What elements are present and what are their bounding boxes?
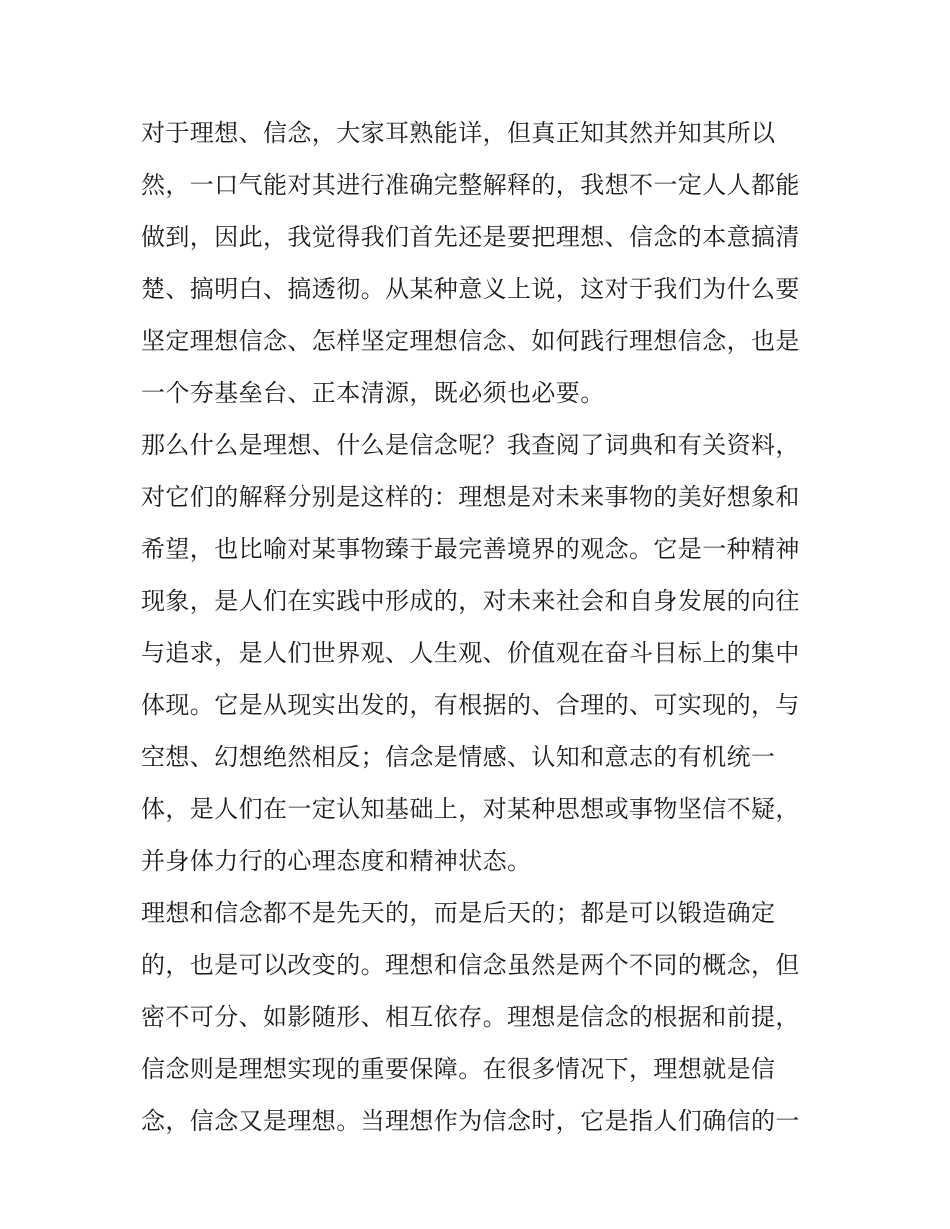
text-line: 坚定理想信念、怎样坚定理想信念、如何践行理想信念，也是 <box>141 327 800 355</box>
text-line: 希望，也比喻对某事物臻于最完善境界的观念。它是一种精神 <box>141 535 800 563</box>
text-line: 做到，因此，我觉得我们首先还是要把理想、信念的本意搞清 <box>141 223 800 251</box>
text-line: 一个夯基垒台、正本清源，既必须也必要。 <box>141 379 605 407</box>
text-line: 理想和信念都不是先天的，而是后天的；都是可以锻造确定 <box>141 899 776 927</box>
text-line: 然，一口气能对其进行准确完整解释的，我想不一定人人都能 <box>141 171 800 199</box>
text-line: 念，信念又是理想。当理想作为信念时，它是指人们确信的一 <box>141 1107 800 1135</box>
text-line: 现象，是人们在实践中形成的，对未来社会和自身发展的向往 <box>141 587 800 615</box>
document-body <box>141 107 821 1147</box>
text-line: 对于理想、信念，大家耳熟能详，但真正知其然并知其所以 <box>141 119 776 147</box>
text-line: 的，也是可以改变的。理想和信念虽然是两个不同的概念，但 <box>141 951 800 979</box>
text-line: 信念则是理想实现的重要保障。在很多情况下，理想就是信 <box>141 1055 776 1083</box>
text-line: 空想、幻想绝然相反；信念是情感、认知和意志的有机统一 <box>141 743 776 771</box>
text-line: 楚、搞明白、搞透彻。从某种意义上说，这对于我们为什么要 <box>141 275 800 303</box>
text-line: 体，是人们在一定认知基础上，对某种思想或事物坚信不疑， <box>141 795 800 823</box>
text-line: 密不可分、如影随形、相互依存。理想是信念的根据和前提， <box>141 1003 800 1031</box>
text-line: 与追求，是人们世界观、人生观、价值观在奋斗目标上的集中 <box>141 639 800 667</box>
text-line: 并身体力行的心理态度和精神状态。 <box>141 847 532 875</box>
text-line: 对它们的解释分别是这样的：理想是对未来事物的美好想象和 <box>141 483 800 511</box>
text-line: 那么什么是理想、什么是信念呢？我查阅了词典和有关资料， <box>141 431 800 459</box>
text-line: 体现。它是从现实出发的，有根据的、合理的、可实现的，与 <box>141 691 800 719</box>
